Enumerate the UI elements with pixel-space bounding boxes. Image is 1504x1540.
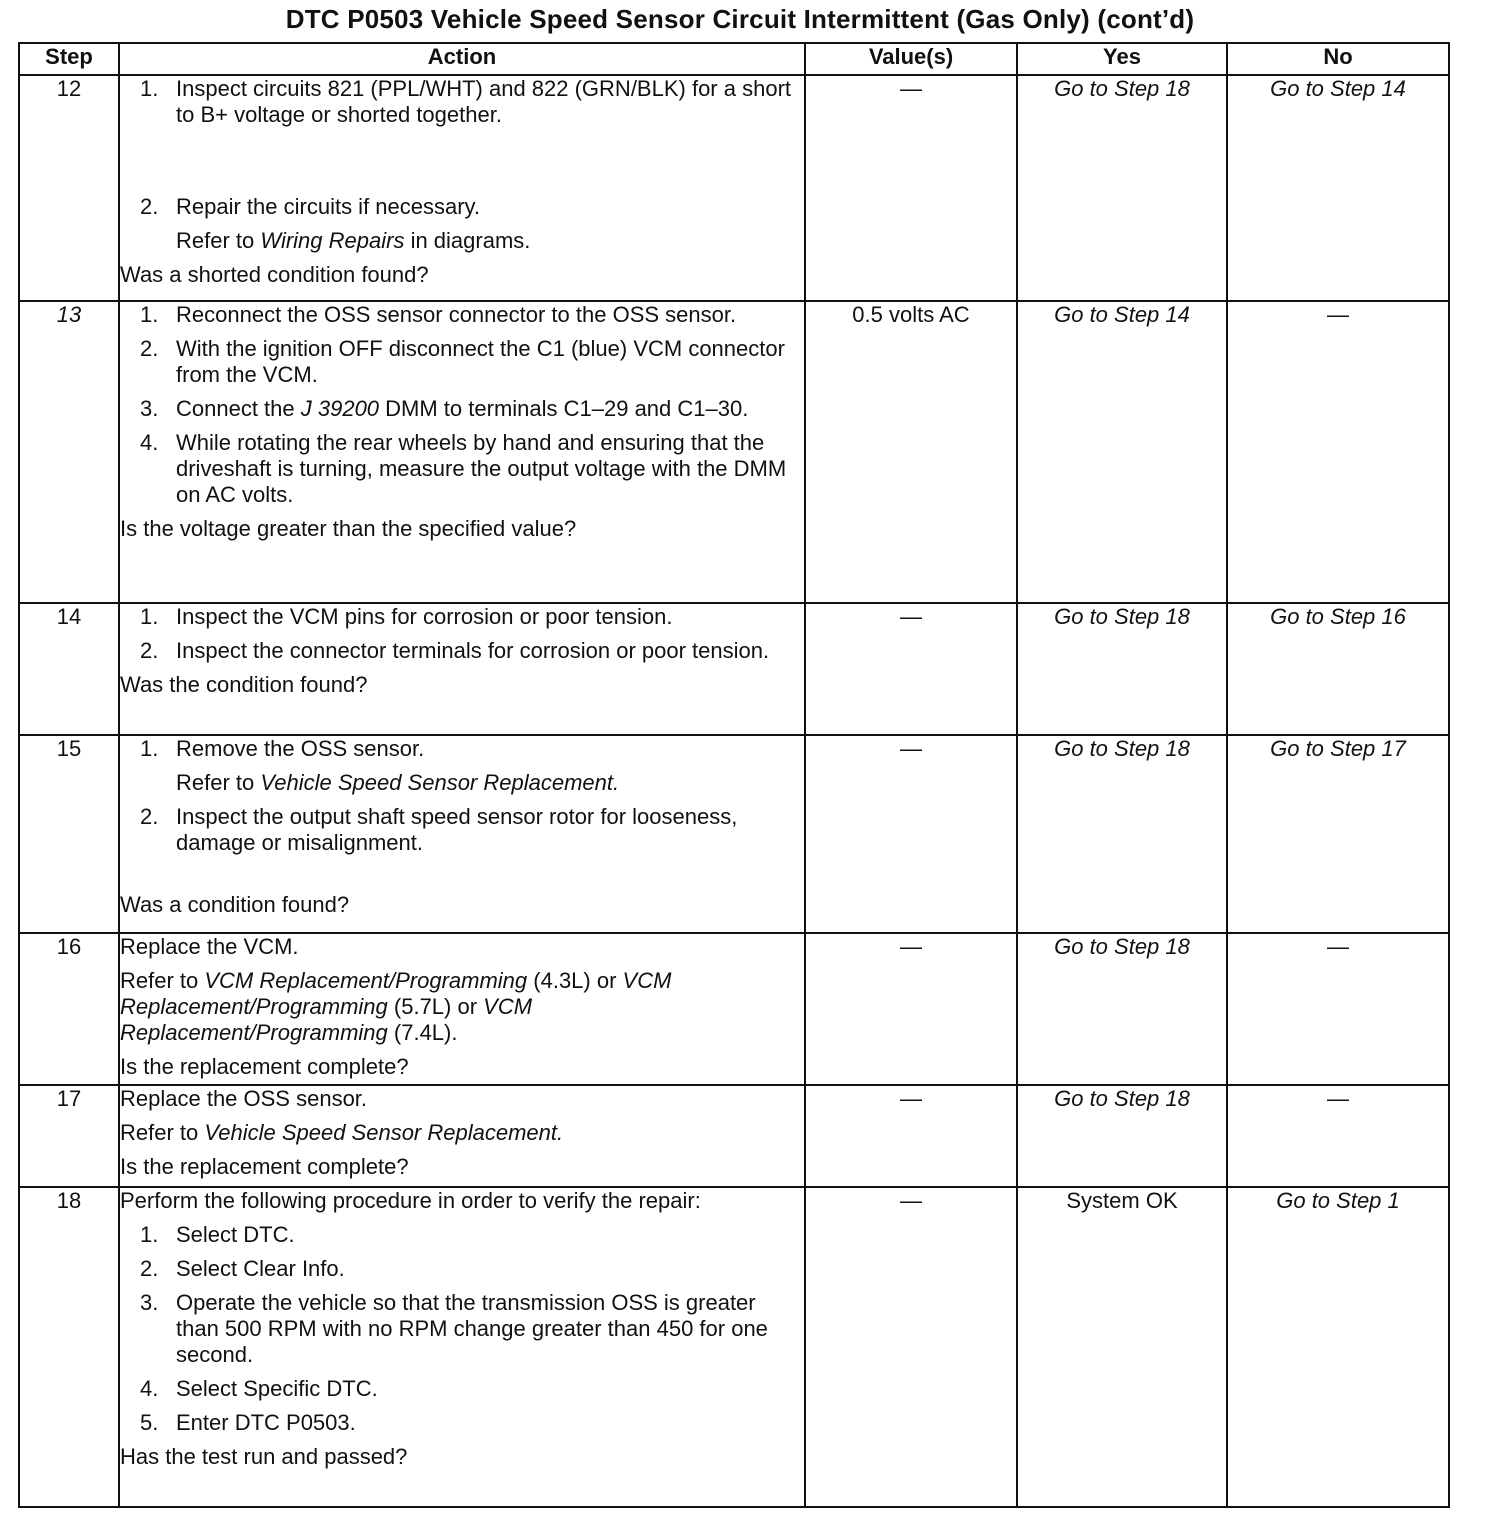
no-cell: — (1227, 933, 1449, 1085)
header-row (19, 43, 1449, 75)
action-step (120, 1222, 804, 1248)
reference-line (120, 1120, 804, 1146)
step-text: While rotating the rear wheels by hand and ensuring that the driveshaft is turning, measure the output voltage with the DMM on AC volts. (176, 430, 787, 507)
reference-title: VCM Replacement/Programming (120, 968, 672, 1019)
action-cell (119, 301, 805, 603)
reference-title: Vehicle Speed Sensor Replacement. (204, 1120, 564, 1145)
no-cell: Go to Step 1 (1227, 1187, 1449, 1507)
step-marker: 1. (140, 302, 159, 327)
no-cell: Go to Step 14 (1227, 75, 1449, 301)
step-text: Operate the vehicle so that the transmission OSS is greater than 500 RPM with no RPM change greater than 450 for one second. (176, 1290, 768, 1367)
reference-line (176, 228, 804, 254)
step-text: Inspect the connector terminals for corrosion or poor tension. (176, 638, 770, 663)
action-cell (119, 933, 805, 1085)
header-yes: Yes (1017, 43, 1227, 75)
reference-title: VCM Replacement/Programming (204, 968, 528, 993)
value-cell: — (805, 735, 1017, 933)
action-step (120, 604, 804, 630)
yes-cell: Go to Step 18 (1017, 1085, 1227, 1187)
value-cell: — (805, 75, 1017, 301)
step-marker: 3. (140, 396, 159, 421)
step-text-prefix: Connect the (176, 396, 301, 421)
step-number: 17 (19, 1085, 119, 1187)
question-text: Has the test run and passed? (120, 1444, 408, 1469)
table-row (19, 75, 1449, 301)
header-step: Step (19, 43, 119, 75)
action-step (120, 396, 804, 422)
step-marker: 2. (140, 194, 159, 219)
action-step (120, 1376, 804, 1402)
reference-title: VCM Replacement/Programming (120, 994, 533, 1045)
header-action: Action (119, 43, 805, 75)
reference-prefix: Refer to (176, 770, 261, 795)
step-marker: 1. (140, 1222, 159, 1247)
header-values: Value(s) (805, 43, 1017, 75)
action-cell (119, 735, 805, 933)
step-number: 14 (19, 603, 119, 735)
reference-variant: (4.3L) or (527, 968, 623, 993)
question-text: Was a condition found? (120, 892, 350, 917)
yes-cell: Go to Step 18 (1017, 735, 1227, 933)
action-step (120, 1256, 804, 1282)
step-number: 16 (19, 933, 119, 1085)
question-text: Was the condition found? (120, 672, 368, 697)
no-cell: — (1227, 301, 1449, 603)
table-row (19, 603, 1449, 735)
action-step (120, 430, 804, 508)
no-cell: Go to Step 16 (1227, 603, 1449, 735)
step-marker: 2. (140, 1256, 159, 1281)
reference-prefix: Refer to (120, 968, 205, 993)
reference-line (120, 968, 804, 1046)
value-cell: — (805, 1187, 1017, 1507)
table-row (19, 1187, 1449, 1507)
value-cell: — (805, 603, 1017, 735)
action-line: Replace the VCM. (120, 934, 299, 959)
value-cell: 0.5 volts AC (805, 301, 1017, 603)
step-marker: 4. (140, 1376, 159, 1401)
step-marker: 2. (140, 638, 159, 663)
step-number: 12 (19, 75, 119, 301)
action-cell (119, 1187, 805, 1507)
reference-line (176, 770, 804, 796)
table-row (19, 301, 1449, 603)
page-title: DTC P0503 Vehicle Speed Sensor Circuit Intermittent (Gas Only) (cont’d) (285, 4, 1195, 34)
action-step (120, 1410, 804, 1436)
action-step (120, 336, 804, 388)
value-cell: — (805, 933, 1017, 1085)
action-step (120, 736, 804, 796)
action-cell (119, 1085, 805, 1187)
action-step (120, 804, 804, 856)
action-step (120, 194, 804, 254)
yes-cell: Go to Step 14 (1017, 301, 1227, 603)
step-text: Select Clear Info. (176, 1256, 345, 1281)
reference-title: Vehicle Speed Sensor Replacement. (260, 770, 620, 795)
step-text: Select DTC. (176, 1222, 295, 1247)
reference-title: Wiring Repairs (260, 228, 405, 253)
yes-cell: Go to Step 18 (1017, 933, 1227, 1085)
question-text: Is the voltage greater than the specified value? (120, 516, 577, 541)
step-marker: 2. (140, 336, 159, 361)
action-step (120, 302, 804, 328)
diagnostic-table (18, 42, 1450, 1508)
no-cell: Go to Step 17 (1227, 735, 1449, 933)
step-marker: 2. (140, 804, 159, 829)
step-text: With the ignition OFF disconnect the C1 (blue) VCM connector from the VCM. (176, 336, 785, 387)
table-row (19, 1085, 1449, 1187)
yes-cell: Go to Step 18 (1017, 75, 1227, 301)
step-marker: 1. (140, 736, 159, 761)
step-text: Select Specific DTC. (176, 1376, 378, 1401)
step-marker: 1. (140, 76, 159, 101)
value-cell: — (805, 1085, 1017, 1187)
question-text: Was a shorted condition found? (120, 262, 429, 287)
header-no: No (1227, 43, 1449, 75)
reference-prefix: Refer to (120, 1120, 205, 1145)
step-number: 18 (19, 1187, 119, 1507)
table-row (19, 933, 1449, 1085)
yes-cell: System OK (1017, 1187, 1227, 1507)
action-step (120, 76, 804, 128)
tool-name: J 39200 (300, 396, 380, 421)
question-text: Is the replacement complete? (120, 1154, 409, 1179)
step-text-suffix: DMM to terminals C1–29 and C1–30. (379, 396, 749, 421)
action-step (120, 638, 804, 664)
step-text: Inspect the output shaft speed sensor rotor for looseness, damage or misalignment. (176, 804, 738, 855)
step-text: Reconnect the OSS sensor connector to the OSS sensor. (176, 302, 737, 327)
action-line: Replace the OSS sensor. (120, 1086, 368, 1111)
step-marker: 5. (140, 1410, 159, 1435)
step-text: Enter DTC P0503. (176, 1410, 356, 1435)
action-step (120, 1290, 804, 1368)
reference-suffix: (7.4L). (387, 1020, 458, 1045)
step-marker: 4. (140, 430, 159, 455)
step-text: Repair the circuits if necessary. (176, 194, 481, 219)
action-cell (119, 603, 805, 735)
procedure-intro: Perform the following procedure in order to verify the repair: (120, 1188, 701, 1213)
no-cell: — (1227, 1085, 1449, 1187)
step-text: Remove the OSS sensor. (176, 736, 425, 761)
step-text: Inspect the VCM pins for corrosion or poor tension. (176, 604, 673, 629)
question-text: Is the replacement complete? (120, 1054, 409, 1079)
action-cell (119, 75, 805, 301)
step-number: 15 (19, 735, 119, 933)
step-text: Inspect circuits 821 (PPL/WHT) and 822 (GRN/BLK) for a short to B+ voltage or shorted together. (176, 76, 792, 127)
yes-cell: Go to Step 18 (1017, 603, 1227, 735)
reference-suffix: in diagrams. (404, 228, 531, 253)
reference-variant: (5.7L) or (387, 994, 484, 1019)
step-marker: 3. (140, 1290, 159, 1315)
table-row (19, 735, 1449, 933)
reference-prefix: Refer to (176, 228, 261, 253)
step-marker: 1. (140, 604, 159, 629)
step-number: 13 (19, 301, 119, 603)
